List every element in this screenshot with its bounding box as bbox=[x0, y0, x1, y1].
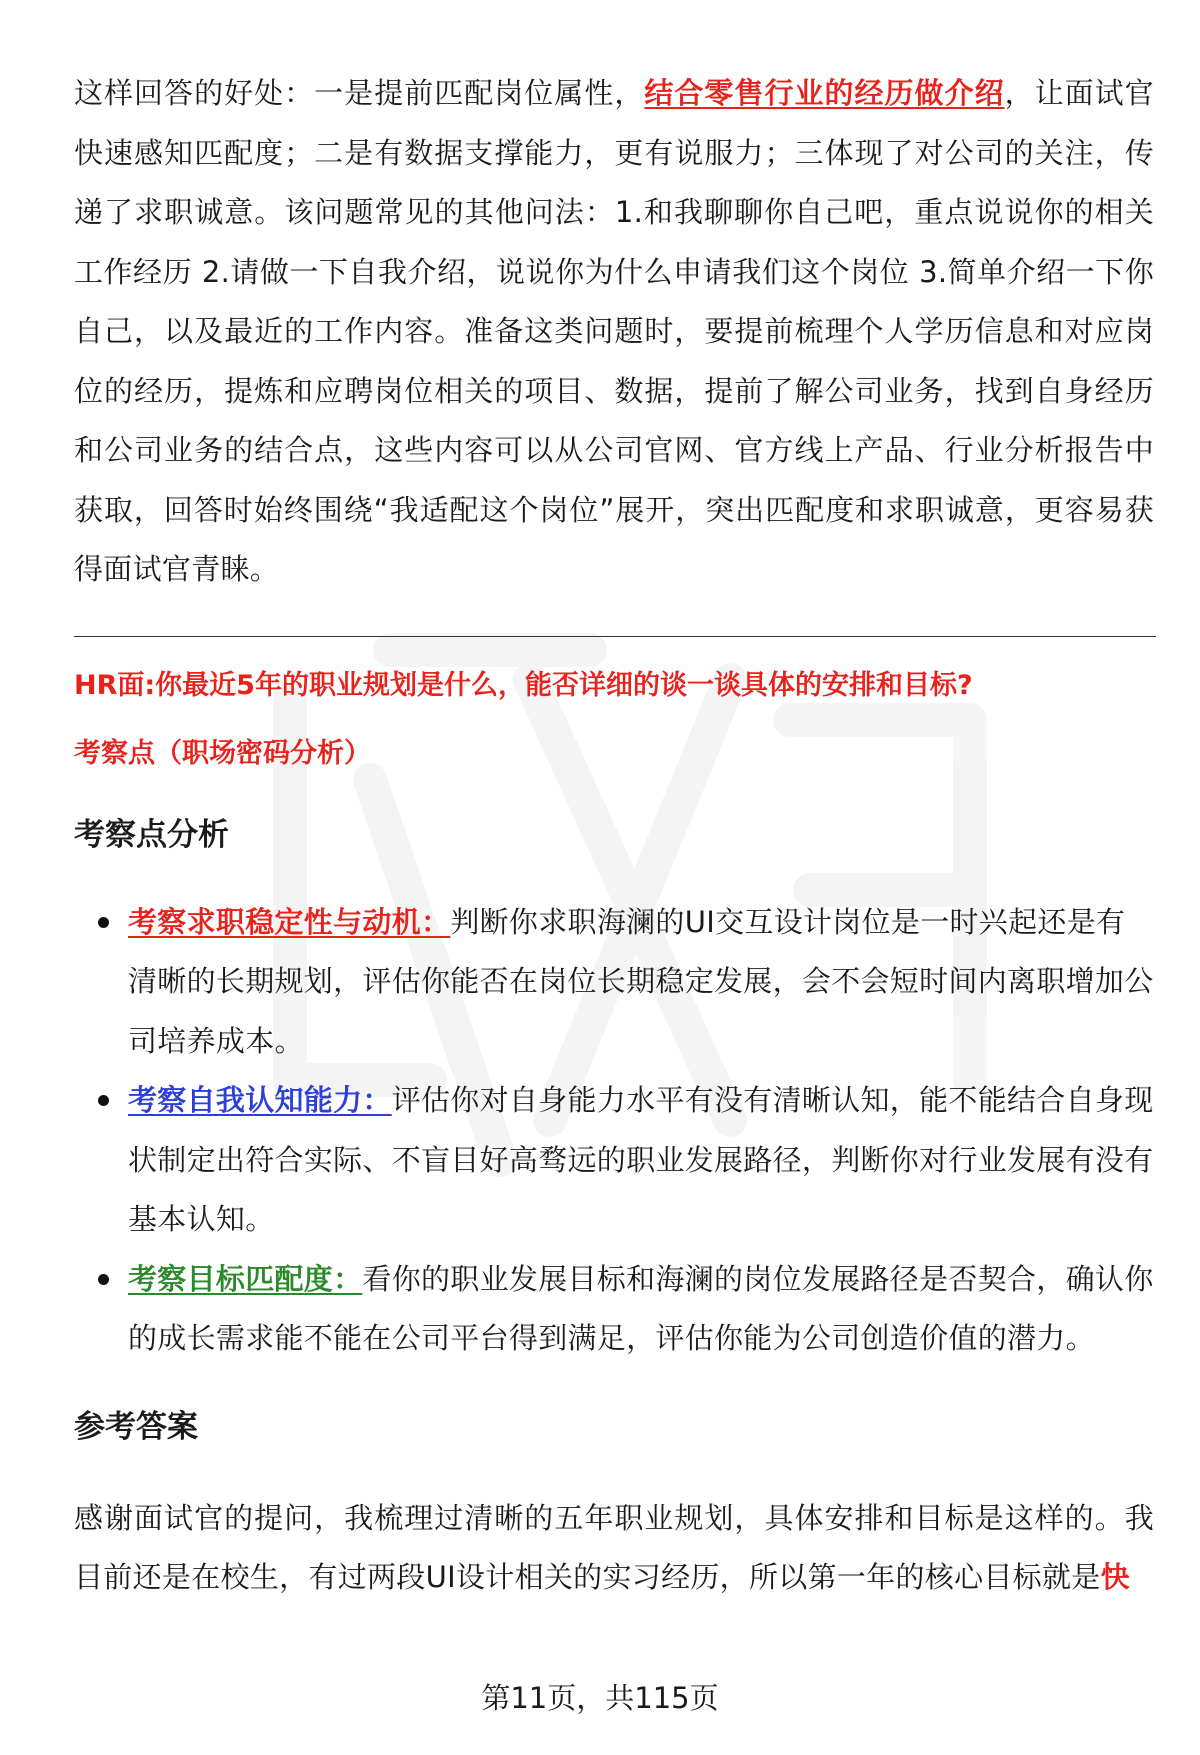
intro-paragraph bbox=[74, 64, 1154, 600]
analysis-heading: 考察点分析 bbox=[74, 816, 229, 853]
analysis-list bbox=[74, 893, 1154, 1369]
bullet-icon bbox=[98, 917, 109, 928]
analysis-point bbox=[74, 1250, 1154, 1369]
bullet-icon bbox=[98, 1095, 109, 1106]
reference-paragraph bbox=[74, 1489, 1154, 1608]
intro-text-start: 这样回答的好处：一是提前匹配岗位属性， bbox=[74, 76, 645, 110]
main-content bbox=[74, 64, 1154, 1608]
reference-heading: 参考答案 bbox=[74, 1408, 198, 1445]
point-text: 判断你求职海澜的UI交互设计岗位是一时兴起还是有清晰的长期规划，评估你能否在岗位长期稳定发展，会不会短时间内离职增加公司培养成本。 bbox=[128, 904, 1154, 1058]
point-label: 考察求职稳定性与动机： bbox=[128, 904, 451, 939]
intro-text-end: ，让面试官快速感知匹配度；二是有数据支撑能力，更有说服力；三体现了对公司的关注，传递了求职诚意。该问题常见的其他问法：1.和我聊聊你自己吧，重点说说你的相关工作经历 2.请做一下自我介绍，说说你为什么申请我们这个岗位 3.简单介绍一下你自己，以及最近的工作内容。准备这类问题时，要提前梳理个人学历信息和对应岗位的经历，提炼和应聘岗位相关的项目、数据，提前了解公司业务，找到自身经历和公司业务的结合点，这些内容可以从公司官网、官方线上产品、行业分析报告中获取，回答时始终围绕“我适配这个岗位”展开，突出匹配度和求职诚意，更容易获得面试官青睐。 bbox=[74, 76, 1154, 586]
reference-text: 感谢面试官的提问，我梳理过清晰的五年职业规划，具体安排和目标是这样的。我目前还是在校生，有过两段UI设计相关的实习经历，所以第一年的核心目标就是 bbox=[74, 1500, 1154, 1594]
point-text: 评估你对自身能力水平有没有清晰认知，能不能结合自身现状制定出符合实际、不盲目好高骛远的职业发展路径，判断你对行业发展有没有基本认知。 bbox=[128, 1083, 1154, 1236]
reference-highlight: 快 bbox=[1100, 1560, 1130, 1594]
question-subtitle: 考察点（职场密码分析） bbox=[74, 737, 371, 769]
bullet-icon bbox=[98, 1274, 109, 1285]
point-label: 考察目标匹配度： bbox=[128, 1261, 363, 1296]
question-title: HR面:你最近5年的职业规划是什么，能否详细的谈一谈具体的安排和目标? bbox=[74, 669, 973, 701]
page-number: 第11页，共115页 bbox=[481, 1681, 719, 1715]
intro-highlight: 结合零售行业的经历做介绍 bbox=[644, 76, 1005, 110]
analysis-point bbox=[74, 1071, 1154, 1250]
section-divider bbox=[74, 636, 1156, 637]
point-label: 考察自我认知能力： bbox=[128, 1083, 392, 1117]
analysis-point bbox=[74, 893, 1154, 1072]
point-text: 看你的职业发展目标和海澜的岗位发展路径是否契合，确认你的成长需求能不能在公司平台得到满足，评估你能为公司创造价值的潜力。 bbox=[128, 1261, 1154, 1355]
